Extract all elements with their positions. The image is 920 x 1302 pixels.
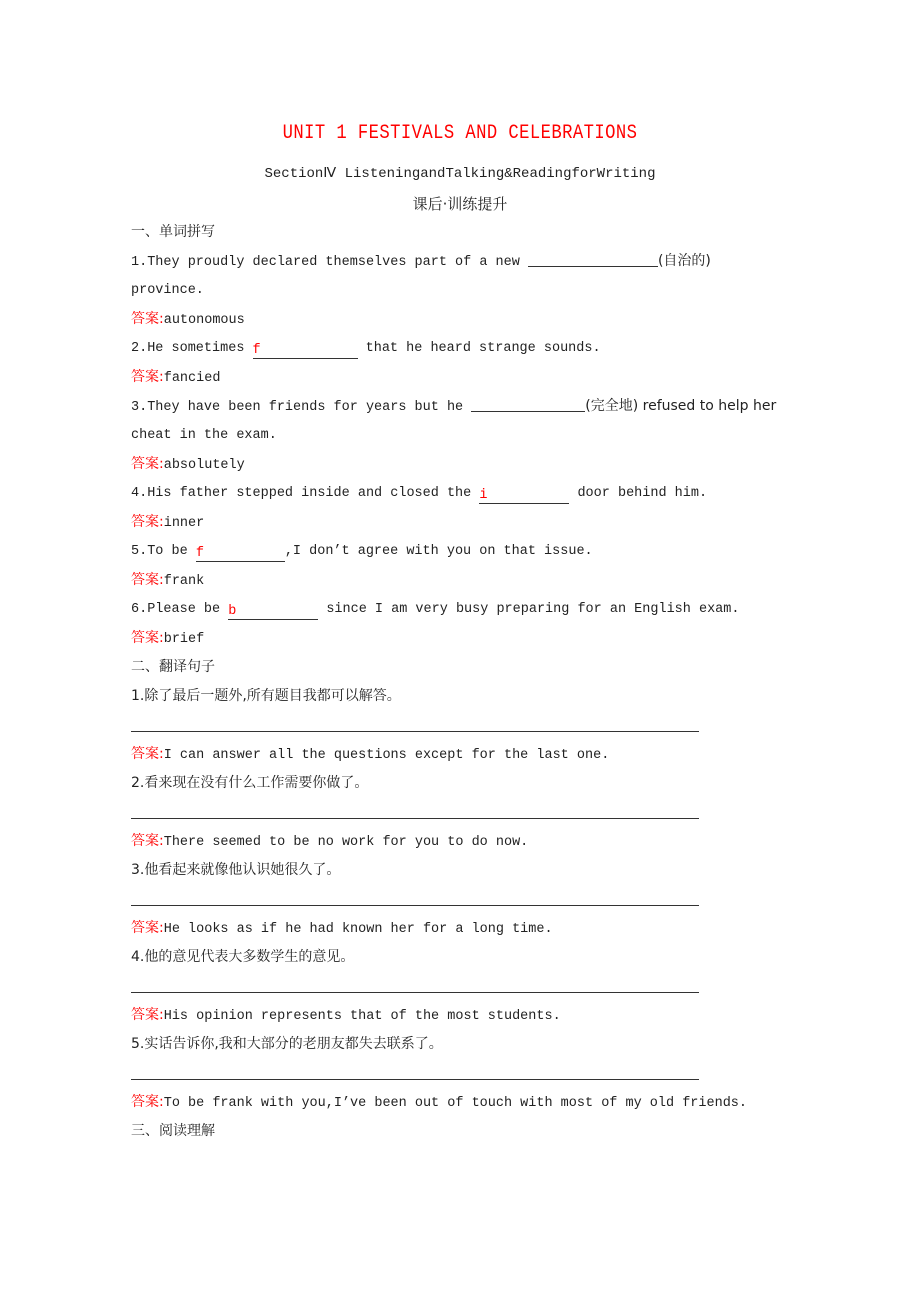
question-text: 2.He sometimes: [131, 341, 253, 356]
translation-prompt-2: 2.看来现在没有什么工作需要你做了。: [131, 775, 369, 791]
question-2: [131, 334, 821, 363]
answer-text: There seemed to be no work for you to do now.: [163, 835, 529, 850]
document-title: UNIT 1 FESTIVALS AND CELEBRATIONS: [282, 122, 638, 145]
practice-subtitle: 课后·训练提升: [412, 195, 508, 213]
question-text: 4.His father stepped inside and closed the: [131, 486, 480, 501]
translation-prompt-5: 5.实话告诉你,我和大部分的老朋友都失去联系了。: [131, 1036, 443, 1052]
answer-label: 答案:: [131, 572, 164, 588]
question-6: [131, 595, 821, 624]
translation-answer-2: [131, 827, 821, 856]
answer-label: 答案:: [131, 369, 164, 385]
part2-heading: 二、翻译句子: [131, 659, 215, 675]
question-text-after: door behind him.: [569, 486, 708, 501]
question-3-continuation: cheat in the exam.: [131, 428, 277, 443]
answer-1: [131, 305, 821, 334]
answer-text: inner: [163, 516, 205, 531]
answer-label: 答案:: [131, 746, 164, 762]
answer-text: fancied: [163, 371, 221, 386]
answer-label: 答案:: [131, 1007, 164, 1023]
question-1-continuation: province.: [131, 283, 204, 298]
part3-heading: 三、阅读理解: [131, 1123, 215, 1139]
answer-blank: f: [196, 546, 285, 562]
answer-3: [131, 450, 821, 479]
question-5: [131, 537, 821, 566]
translation-prompt-1: 1.除了最后一题外,所有题目我都可以解答。: [131, 688, 401, 704]
question-text-after: that he heard strange sounds.: [357, 341, 601, 356]
answer-2: [131, 363, 821, 392]
answer-label: 答案:: [131, 920, 164, 936]
part1-heading: 一、单词拼写: [131, 224, 215, 240]
answer-blank: b: [228, 604, 318, 620]
answer-text: brief: [163, 632, 205, 647]
answer-blank: [528, 251, 658, 267]
question-text: 1.They proudly declared themselves part of a new: [131, 255, 528, 270]
question-text: 6.Please be: [131, 602, 229, 617]
answer-label: 答案:: [131, 514, 164, 530]
answer-blank: [471, 396, 585, 412]
question-text-after: ,I don’t agree with you on that issue.: [284, 544, 593, 559]
answer-label: 答案:: [131, 1094, 164, 1110]
question-text-after: since I am very busy preparing for an English exam.: [318, 602, 740, 617]
question-4: [131, 479, 821, 508]
answer-text: absolutely: [163, 458, 245, 473]
answer-label: 答案:: [131, 456, 164, 472]
question-text: 3.They have been friends for years but he: [131, 400, 472, 415]
answer-line: [131, 885, 821, 914]
translation-answer-4: [131, 1001, 821, 1030]
section-subtitle: SectionⅣ ListeningandTalking&ReadingforWriting: [264, 166, 656, 182]
answer-text: frank: [163, 574, 205, 589]
document-body: [131, 218, 821, 1146]
answer-5: [131, 566, 821, 595]
answer-line: [131, 1059, 821, 1088]
question-3: [131, 392, 821, 421]
answer-4: [131, 508, 821, 537]
answer-text: autonomous: [163, 313, 245, 328]
translation-answer-5: [131, 1088, 821, 1117]
question-1: [131, 247, 821, 276]
question-hint: (自治的): [657, 253, 711, 269]
answer-blank: f: [253, 343, 358, 359]
answer-label: 答案:: [131, 311, 164, 327]
translation-prompt-3: 3.他看起来就像他认识她很久了。: [131, 862, 341, 878]
answer-text: His opinion represents that of the most students.: [163, 1009, 561, 1024]
answer-line: [131, 972, 821, 1001]
answer-6: [131, 624, 821, 653]
answer-text: To be frank with you,I’ve been out of touch with most of my old friends.: [163, 1096, 748, 1111]
answer-line: [131, 711, 821, 740]
translation-answer-1: [131, 740, 821, 769]
answer-label: 答案:: [131, 833, 164, 849]
translation-answer-3: [131, 914, 821, 943]
question-text: 5.To be: [131, 544, 196, 559]
answer-text: I can answer all the questions except for the last one.: [163, 748, 610, 763]
answer-text: He looks as if he had known her for a long time.: [163, 922, 553, 937]
question-hint: (完全地) refused to help her: [585, 398, 777, 414]
answer-blank: i: [479, 488, 569, 504]
answer-label: 答案:: [131, 630, 164, 646]
answer-line: [131, 798, 821, 827]
translation-prompt-4: 4.他的意见代表大多数学生的意见。: [131, 949, 355, 965]
